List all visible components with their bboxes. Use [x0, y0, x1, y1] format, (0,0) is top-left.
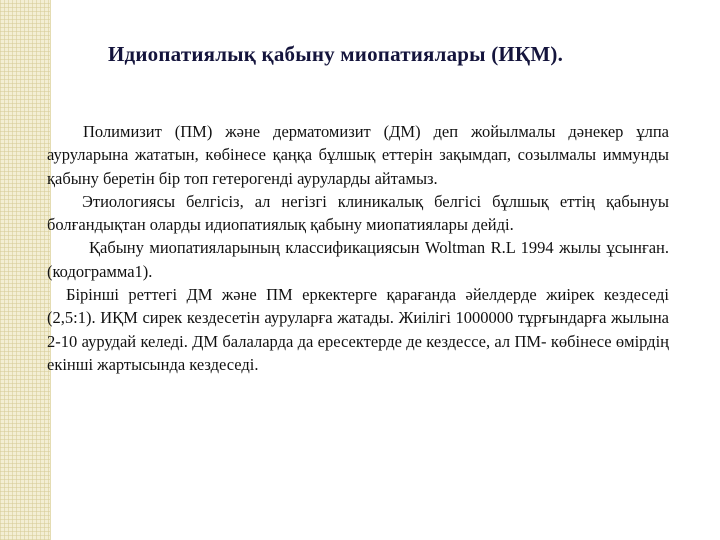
- slide-title: Идиопатиялық қабыну миопатиялары (ИҚМ).: [108, 42, 564, 66]
- paragraph-classification: Қабыну миопатияларының классификациясын Woltman R.L 1994 жылы ұсынған. (кодограмма1).: [47, 238, 669, 281]
- slide-body: [47, 120, 669, 376]
- paragraph-epidemiology: Бірінші реттегі ДМ және ПМ еркектерге қарағанда әйелдерде жиірек кездеседі (2,5:1). ИҚМ сирек кездесетін ауруларға жатады. Жиілігі 1000000 тұрғындарға жылына 2-10 аурудай келеді. ДМ балаларда да ересектерде де кездессе, ал ПМ- көбінесе өмірдің екінші жартысында кездеседі.: [47, 285, 669, 374]
- decorative-side-pattern: [0, 0, 50, 540]
- paragraph-etiology: Этиологиясы белгісіз, ал негізгі клиникалық белгісі бұлшық еттің қабынуы болғандықтан оларды идиопатиялық қабыну миопатиялары дейді.: [47, 191, 669, 235]
- paragraph-definition: Полимизит (ПМ) және дерматомизит (ДМ) деп жойылмалы дәнекер ұлпа ауруларына жататын, көбінесе қаңқа бұлшық еттерін зақымдап, созылмалы иммунды қабыну беретін бір топ гетерогенді ауруларды айтамыз.: [47, 122, 669, 188]
